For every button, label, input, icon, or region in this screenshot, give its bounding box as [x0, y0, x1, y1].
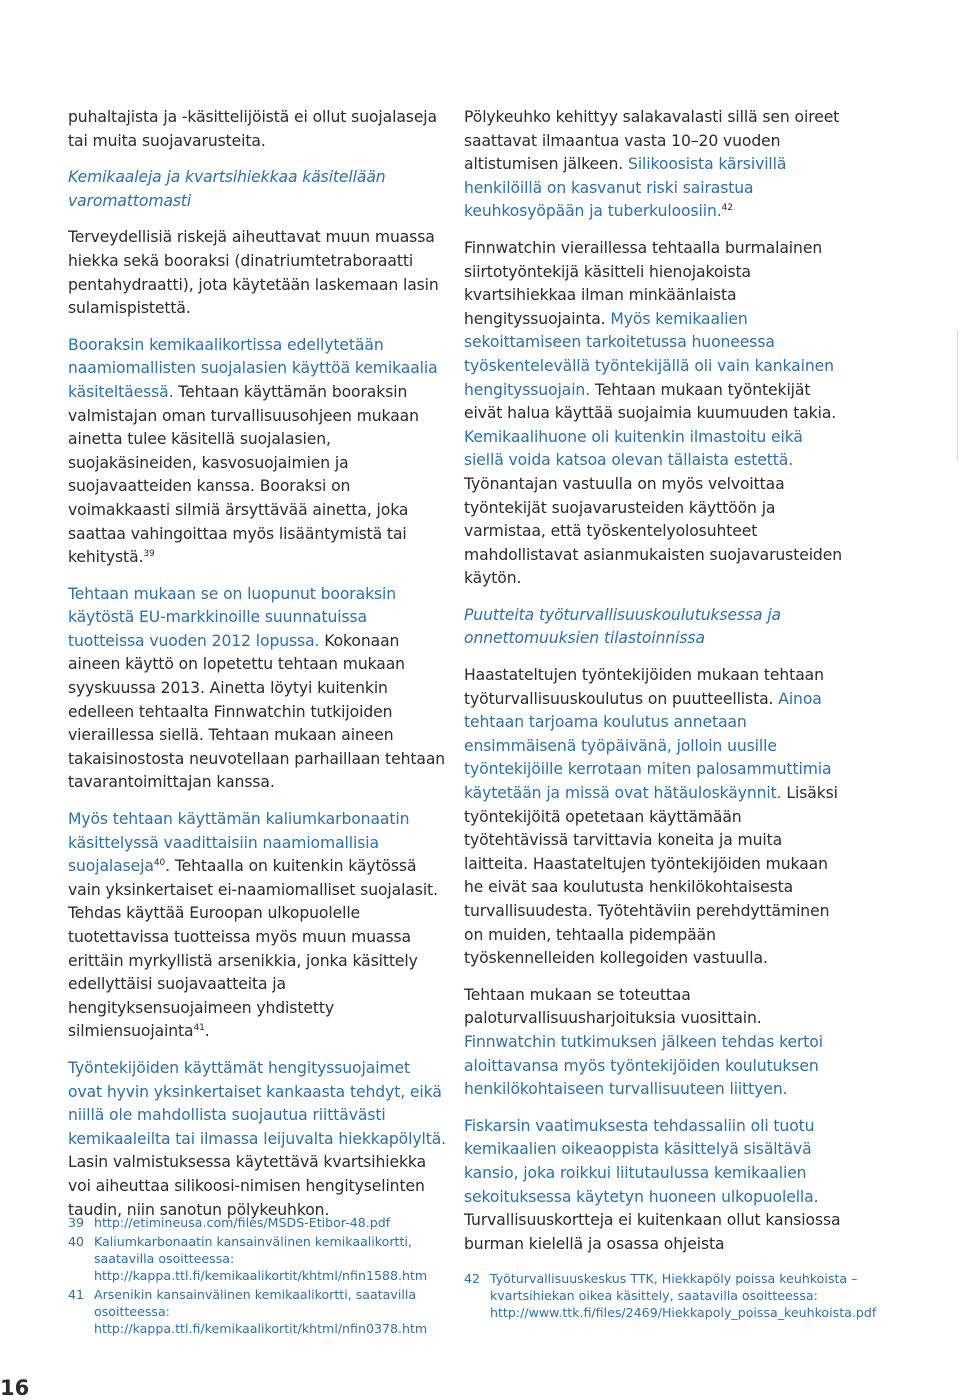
body-text: Tehtaan mukaan työntekijät eivät halua käyttää suojaimia kuumuuden takia. [464, 380, 837, 423]
footnote-ref: 40 [153, 858, 166, 869]
body-text: Lasin valmistuksessa käytettävä kvartsihiekka voi aiheuttaa silikoosi-nimisen hengityselinten taudin, niin sanotun pölykeuhkon. [68, 1153, 427, 1219]
footnote-ref: 42 [721, 203, 733, 214]
highlighted-text: Fiskarsin vaatimuksesta tehdassaliin oli tuotu kemikaalien oikeaoppista käsittelyä sisältävä kansio, joka roikkui liitutaulussa kemikaalien sekoituksessa käytetyn huoneen ulkopuolella. [464, 1116, 819, 1206]
footnote-text[interactable]: Kaliumkarbonaatin kansainvälinen kemikaalikortti, saatavilla osoitteessa: http://kappa.ttl.fi/kemikaalikortit/khtml/nfin1588.htm [94, 1234, 428, 1283]
paragraph [68, 1057, 448, 1222]
paragraph [464, 1115, 844, 1257]
footnote-text[interactable]: http://etimineusa.com/files/MSDS-Etibor-48.pdf [94, 1215, 391, 1230]
paragraph: puhaltajista ja -käsittelijöistä ei ollut suojalaseja tai muita suojavarusteita. [68, 108, 437, 150]
body-text: Lisäksi työntekijöitä opetetaan käyttämään työtehtävissä tarvittavia koneita ja muita laitteita. Haastateltujen työntekijöiden mukaan he eivät saa koulutusta henkilökohtaisesta turvallisuudesta. Työtehtäviin perehdyttäminen on muiden, tehtaalla pidempään työskennelleiden kollegoiden vastuulla. [464, 784, 838, 968]
paragraph: Terveydellisiä riskejä aiheuttavat muun muassa hiekka sekä booraksi (dinatriumtetraboraatti pentahydraatti), jota käytetään laskemaan lasin sulamispistettä. [68, 228, 439, 318]
footnote-text[interactable]: Arsenikin kansainvälinen kemikaalikortti, saatavilla osoitteessa: http://kappa.ttl.fi/kemikaalikortit/khtml/nfin0378.htm [94, 1287, 428, 1336]
body-text: Haastateltujen työntekijöiden mukaan tehtaan työturvallisuuskoulutus on puutteellista. [464, 666, 824, 708]
footnotes-left [68, 1214, 458, 1339]
footnote [68, 1286, 458, 1337]
right-column [464, 106, 844, 1269]
footnotes-right [464, 1270, 877, 1323]
footnote [464, 1270, 877, 1321]
body-text: Finnwatchin vieraillessa tehtaalla burmalainen siirtotyöntekijä käsitteli hienojakoista kvartsihiekkaa ilman minkäänlaista hengityssuojainta. [464, 238, 823, 328]
highlighted-text: Myös tehtaan käyttämän kaliumkarbonaatin käsittelyssä vaadittaisiin naamiomallisia suojalaseja [68, 810, 410, 876]
body-text: Turvallisuuskortteja ei kuitenkaan ollut kansiossa burman kielellä ja osassa ohjeista [464, 1211, 841, 1253]
paragraph [68, 334, 448, 570]
footnote-number: 42 [464, 1271, 481, 1286]
footnote-ref: 39 [143, 548, 155, 559]
body-text: Tehtaan käyttämän booraksin valmistajan oman turvallisuusohjeen mukaan ainetta tulee käsitellä suojalasien, suojakäsineiden, kasvosuojaimien ja suojavaatteiden kanssa. Booraksi on voimakkaasti silmiä ärsyttävää ainetta, joka saattaa vahingoittaa myös lisääntymistä tai kehitystä. [68, 382, 419, 567]
paragraph [464, 237, 844, 591]
footnote-number: 40 [68, 1234, 85, 1249]
left-column [68, 106, 448, 1235]
body-text: . Tehtaalla on kuitenkin käytössä vain yksinkertaiset ei-naamiomalliset suojalasit. Tehdas käyttää Euroopan ulkopuolelle tuotettavissa tuotteissa myös muun muassa erittäin myrkyllistä arsenikkia, jonka käsittely edellyttäisi suojavaatteita ja hengityksensuojaimeen yhdistetty silmiensuojainta [68, 857, 438, 1041]
section-heading: Kemikaaleja ja kvartsihiekkaa käsitellään varomattomasti [68, 168, 386, 210]
footnote-number: 41 [68, 1287, 85, 1302]
highlighted-text: Työntekijöiden käyttämät hengityssuojaimet ovat hyvin yksinkertaiset kankaasta tehdyt, eikä niillä ole mahdollista suojautua riittävästi kemikaaleilta tai ilmassa leijuvalta hiekkapölyltä. [68, 1058, 447, 1148]
page-edge-divider [957, 330, 958, 460]
footnote-text[interactable]: Työturvallisuuskeskus TTK, Hiekkapöly poissa keuhkoista – kvartsihiekan oikea käsittely, saatavilla osoitteessa: http://www.ttk.fi/files/2469/Hiekkapoly_poissa_keuhkoista.pdf [490, 1271, 877, 1320]
page-number: 16 [0, 1376, 30, 1400]
highlighted-text: Booraksin kemikaalikortissa edellytetään naamiomallisten suojalasien käyttöä kemikaalia käsiteltäessä. [68, 335, 438, 401]
footnote-ref: 41 [193, 1023, 205, 1034]
body-text: . [204, 1022, 210, 1041]
highlighted-text: Finnwatchin tutkimuksen jälkeen tehdas kertoi aloittavansa myös työntekijöiden koulutuksen henkilökohtaiseen turvallisuuteen liittyen. [464, 1032, 823, 1099]
highlighted-text: Tehtaan mukaan se on luopunut booraksin käytöstä EU-markkinoille suunnatuissa tuotteissa vuoden 2012 lopussa. [68, 584, 397, 650]
body-text: Pölykeuhko kehittyy salakavalasti sillä sen oireet saattavat ilmaantua vasta 10–20 vuoden altistumisen jälkeen. [464, 108, 840, 174]
paragraph [464, 984, 844, 1102]
paragraph [68, 808, 448, 1044]
paragraph [464, 106, 844, 224]
footnote [68, 1233, 458, 1284]
body-text: Tehtaan mukaan se toteuttaa paloturvallisuusharjoituksia vuosittain. [464, 985, 762, 1028]
highlighted-text: Myös kemikaalien sekoittamiseen tarkoitetussa huoneessa työskentelevällä työntekijällä oli vain kankainen hengityssuojain. [464, 309, 834, 399]
highlighted-text: Ainoa tehtaan tarjoama koulutus annetaan ensimmäisenä työpäivänä, jolloin uusille työntekijöille kerrotaan miten palosammuttimia käytetään ja missä ovat hätäuloskäynnit. [464, 689, 832, 803]
highlighted-text: Kemikaalihuone oli kuitenkin ilmastoitu eikä siellä voida katsoa olevan tällaista estettä. [464, 427, 803, 470]
section-heading: Puutteita työturvallisuuskoulutuksessa ja onnettomuuksien tilastoinnissa [464, 605, 782, 648]
paragraph [464, 664, 844, 971]
footnote-number: 39 [68, 1215, 85, 1230]
highlighted-text: Silikoosista kärsivillä henkilöillä on kasvanut riski sairastua keuhkosyöpään ja tuberkuloosiin. [464, 155, 787, 221]
paragraph [68, 583, 448, 795]
footnote [68, 1214, 458, 1231]
body-text: Työnantajan vastuulla on myös velvoittaa työntekijät suojavarusteiden käyttöön ja varmistaa, että työskentelyolosuhteet mahdollistavat asianmukaisten suojavarusteiden käytön. [464, 474, 843, 588]
body-text: Kokonaan aineen käyttö on lopetettu tehtaan mukaan syyskuussa 2013. Ainetta löytyi kuitenkin edelleen tehtaalta Finnwatchin tutkijoiden vieraillessa siellä. Tehtaan mukaan aineen takaisinostosta neuvotellaan parhaillaan tehtaan tavarantoimittajan kanssa. [68, 631, 446, 792]
